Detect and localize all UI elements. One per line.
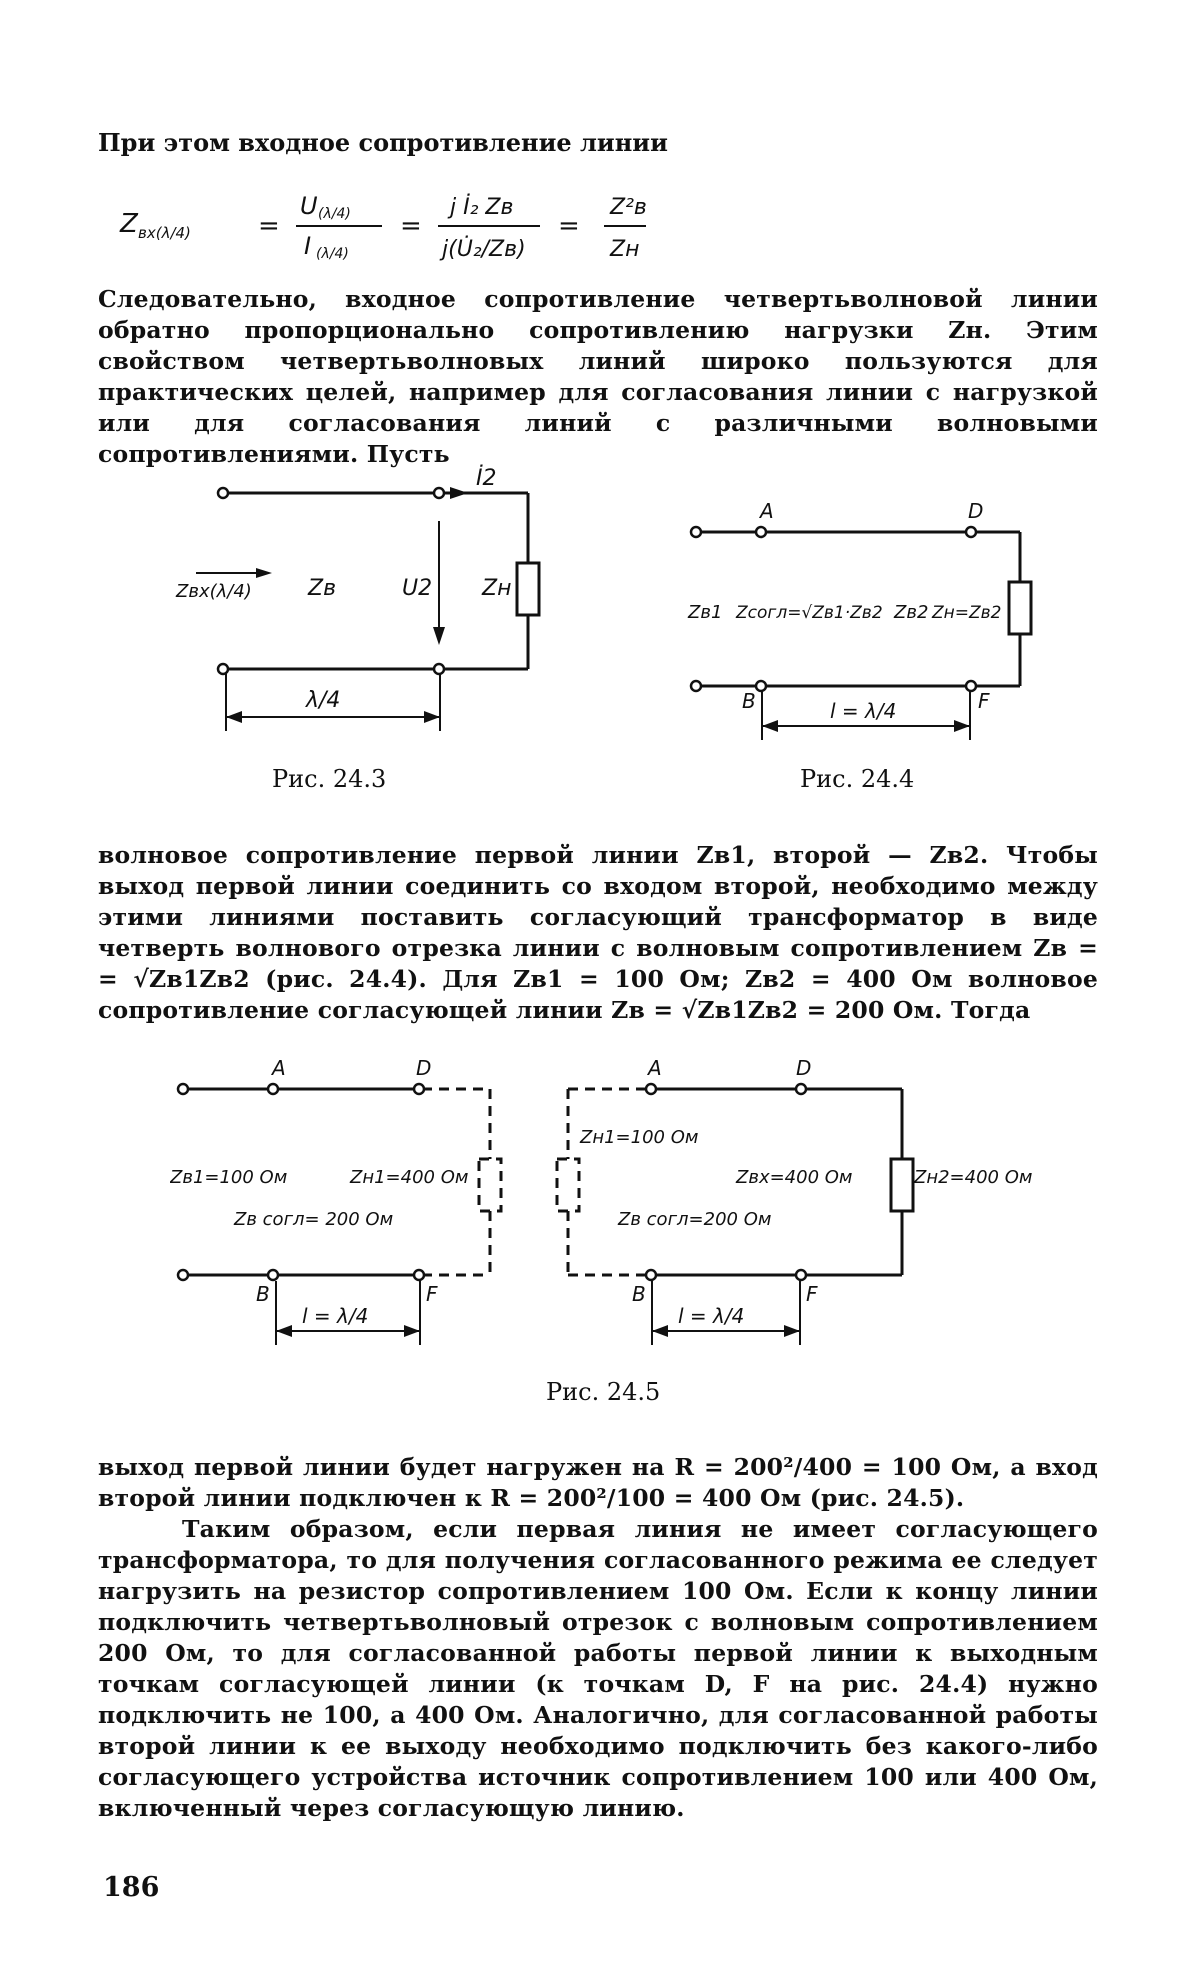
paragraph-1: Следовательно, входное сопротивление четвертьволновой линии обратно пропорционально сопротивлению нагрузки Zн. Этим свойством четвертьволновых линий широко пользуются для практических целей, например для согласования линии с нагрузкой или для согласования линий с различными волновыми сопротивлениями. Пусть [98, 285, 1098, 468]
fig245-right-zsogl: Zв согл=200 Ом [618, 1209, 772, 1230]
fig244-zv1: Zв1 [688, 602, 723, 623]
fig245-a-left: A [272, 1056, 286, 1080]
fig244-zv2: Zв2 [894, 602, 929, 623]
formula-f2-den: j(U̇₂/Zв) [442, 237, 526, 262]
fig245-right-zn2: Zн2=400 Ом [914, 1167, 1033, 1188]
fig243-zin: Zвх(λ/4) [176, 581, 252, 602]
formula-f2-num: j İ₂ Zв [450, 195, 514, 220]
fig245-a-right: A [648, 1056, 662, 1080]
formula-f3-num: Z²в [610, 195, 647, 220]
fig244-a: A [760, 499, 774, 523]
fig245-left-zn1: Zн1=400 Ом [350, 1167, 469, 1188]
fig245-right-zn1: Zн1=100 Ом [580, 1127, 699, 1148]
paragraph-2: волновое сопротивление первой линии Zв1, второй — Zв2. Чтобы выход первой линии соединить со входом второй, необходимо между этими линиями поставить согласующий трансформатор в виде четверть волнового отрезка линии с волновым сопротивлением Zв = = √Zв1Zв2 (рис. 24.4). Для Zв1 = 100 Ом; Zв2 = 400 Ом волновое сопротивление согласующей линии Zв = √Zв1Zв2 = 200 Ом. Тогда [98, 841, 1098, 1024]
fig245-left-zv1: Zв1=100 Ом [170, 1167, 288, 1188]
paragraph-3: выход первой линии будет нагружен на R = 200²/400 = 100 Ом, а вход второй линии подключен к R = 200²/100 = 400 Ом (рис. 24.5). [98, 1453, 1098, 1512]
fig245-b-left: B [256, 1282, 270, 1306]
formula-f1-num-sub: (λ/4) [318, 206, 351, 222]
fig243-zn: Zн [482, 576, 512, 601]
fig245-length-left: l = λ/4 [302, 1304, 369, 1328]
formula-f1-num: U [300, 192, 318, 220]
formula-f1-den: I [304, 232, 312, 260]
caption-fig-24-5: Рис. 24.5 [546, 1378, 661, 1406]
fig245-f-left: F [426, 1282, 438, 1306]
fig244-length: l = λ/4 [830, 699, 897, 723]
header-line: При этом входное сопротивление линии [98, 128, 668, 157]
fig245-length-right: l = λ/4 [678, 1304, 745, 1328]
caption-fig-24-4: Рис. 24.4 [800, 765, 915, 793]
fig243-i2: İ2 [476, 466, 497, 491]
formula-f3-den: Zн [610, 237, 640, 262]
svg-text:=: = [558, 211, 580, 241]
fig243-length: λ/4 [306, 688, 341, 713]
impedance-formula [110, 180, 710, 270]
caption-fig-24-3: Рис. 24.3 [272, 765, 387, 793]
formula-lhs-sub: вх(λ/4) [138, 224, 191, 242]
formula-lhs: Z [120, 209, 138, 239]
fig244-zsogl: Zсогл=√Zв1·Zв2 [736, 603, 883, 623]
fig245-d-left: D [416, 1056, 432, 1080]
formula-f1-den-sub: (λ/4) [316, 246, 349, 262]
fig245-left-zsogl: Zв согл= 200 Ом [234, 1209, 394, 1230]
fig244-zn: Zн=Zв2 [932, 603, 1002, 623]
fig243-u2: U2 [402, 576, 433, 601]
paragraph-4: Таким образом, если первая линия не имеет согласующего трансформатора, то для получения согласованного режима ее следует нагрузить на резистор сопротивлением 100 Ом. Если к концу линии подключить четвертьволновый отрезок с волновым сопротивлением 200 Ом, то для согласованной работы первой линии к выходным точкам согласующей линии (к точкам D, F на рис. 24.4) нужно подключить не 100, а 400 Ом. Аналогично, для согласованной работы второй линии к ее выходу необходимо подключить без какого-либо согласующего устройства источник сопротивлением 100 или 400 Ом, включенный через согласующую линию. [98, 1515, 1098, 1822]
figure-24-3 [168, 455, 568, 740]
fig245-right-zvx: Zвх=400 Ом [736, 1167, 853, 1188]
fig245-b-right: B [632, 1282, 646, 1306]
svg-text:=: = [400, 211, 422, 241]
fig244-b: B [742, 689, 756, 713]
fig245-f-right: F [806, 1282, 818, 1306]
fig244-d: D [968, 499, 984, 523]
fig245-d-right: D [796, 1056, 812, 1080]
fig243-zv: Zв [308, 576, 337, 601]
figure-24-4 [680, 490, 1080, 755]
svg-text:=: = [258, 211, 280, 241]
page-number: 186 [103, 1872, 160, 1903]
fig244-f: F [978, 689, 990, 713]
figure-24-5 [170, 1055, 1070, 1355]
